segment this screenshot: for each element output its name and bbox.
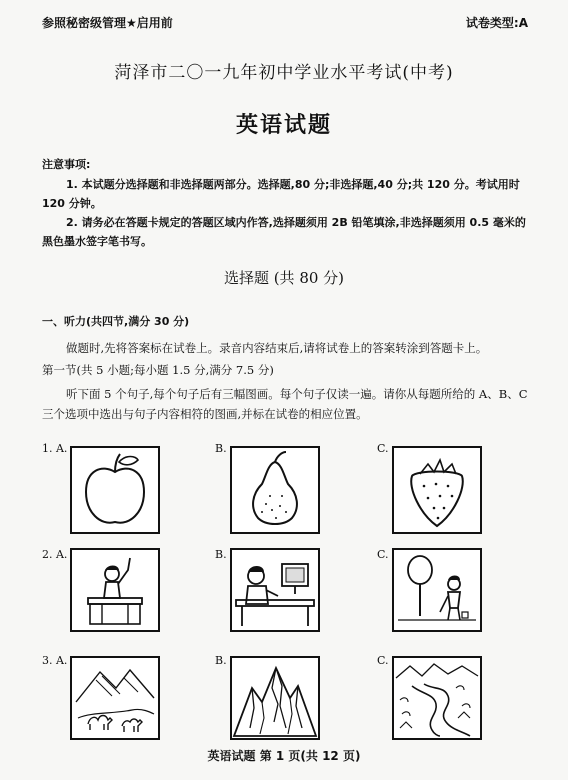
- strawberry-icon: [394, 448, 480, 532]
- paper-type-label: 试卷类型:A: [465, 16, 528, 30]
- boy-under-tree-icon: [394, 550, 480, 630]
- q1-option-c-label: C.: [377, 442, 389, 455]
- page-footer: 英语试题 第 1 页(共 12 页): [207, 749, 361, 763]
- boy-at-computer-picture[interactable]: [230, 548, 320, 632]
- exam-title: 菏泽市二〇一九年初中学业水平考试(中考): [114, 63, 454, 83]
- subject-title: 英语试题: [235, 112, 332, 138]
- pear-icon: [232, 448, 318, 532]
- q2-option-c-label: C.: [377, 548, 389, 561]
- boy-at-computer-icon: [232, 550, 318, 630]
- river-landscape-icon: [394, 658, 480, 738]
- q2-option-a-label: 2. A.: [42, 548, 68, 561]
- strawberry-picture[interactable]: [392, 446, 482, 534]
- desert-camels-icon: [72, 658, 158, 738]
- confidentiality-label: 参照秘密级管理★启用前: [42, 16, 173, 30]
- q3-option-a-label: 3. A.: [42, 654, 68, 667]
- mountains-picture[interactable]: [230, 656, 320, 740]
- q3-option-b-label: B.: [215, 654, 227, 667]
- q1-option-a-label: 1. A.: [42, 442, 68, 455]
- student-raising-hand-picture[interactable]: [70, 548, 160, 632]
- boy-under-tree-picture[interactable]: [392, 548, 482, 632]
- q2-option-b-label: B.: [215, 548, 227, 561]
- student-raising-hand-icon: [72, 550, 158, 630]
- notice-item-1: 1. 本试题分选择题和非选择题两部分。选择题,80 分;非选择题,40 分;共 120 分。考试用时 120 分钟。: [42, 178, 520, 210]
- part1-instruction: 做题时,先将答案标在试卷上。录音内容结束后,请将试卷上的答案转涂到答题卡上。: [66, 341, 488, 355]
- notice-item-2: 2. 请务必在答题卡规定的答题区域内作答,选择题须用 2B 铅笔填涂,非选择题须用 0.5 毫米的黑色墨水签字笔书写。: [42, 216, 526, 248]
- notice-heading: 注意事项:: [42, 158, 91, 171]
- apple-picture[interactable]: [70, 446, 160, 534]
- pear-picture[interactable]: [230, 446, 320, 534]
- desert-camels-picture[interactable]: [70, 656, 160, 740]
- section-title: 选择题 (共 80 分): [223, 269, 345, 287]
- part1-sub-heading: 第一节(共 5 小题;每小题 1.5 分,满分 7.5 分): [42, 363, 274, 377]
- apple-icon: [72, 448, 158, 532]
- river-landscape-picture[interactable]: [392, 656, 482, 740]
- part1-sub-instruction: 听下面 5 个句子,每个句子后有三幅图画。每个句子仅读一遍。请你从每题所给的 A、B、C 三个选项中选出与句子内容相符的图画,并标在试卷的相应位置。: [42, 387, 528, 421]
- q3-option-c-label: C.: [377, 654, 389, 667]
- q1-option-b-label: B.: [215, 442, 227, 455]
- part1-heading: 一、听力(共四节,满分 30 分): [42, 315, 190, 328]
- mountains-icon: [232, 658, 318, 738]
